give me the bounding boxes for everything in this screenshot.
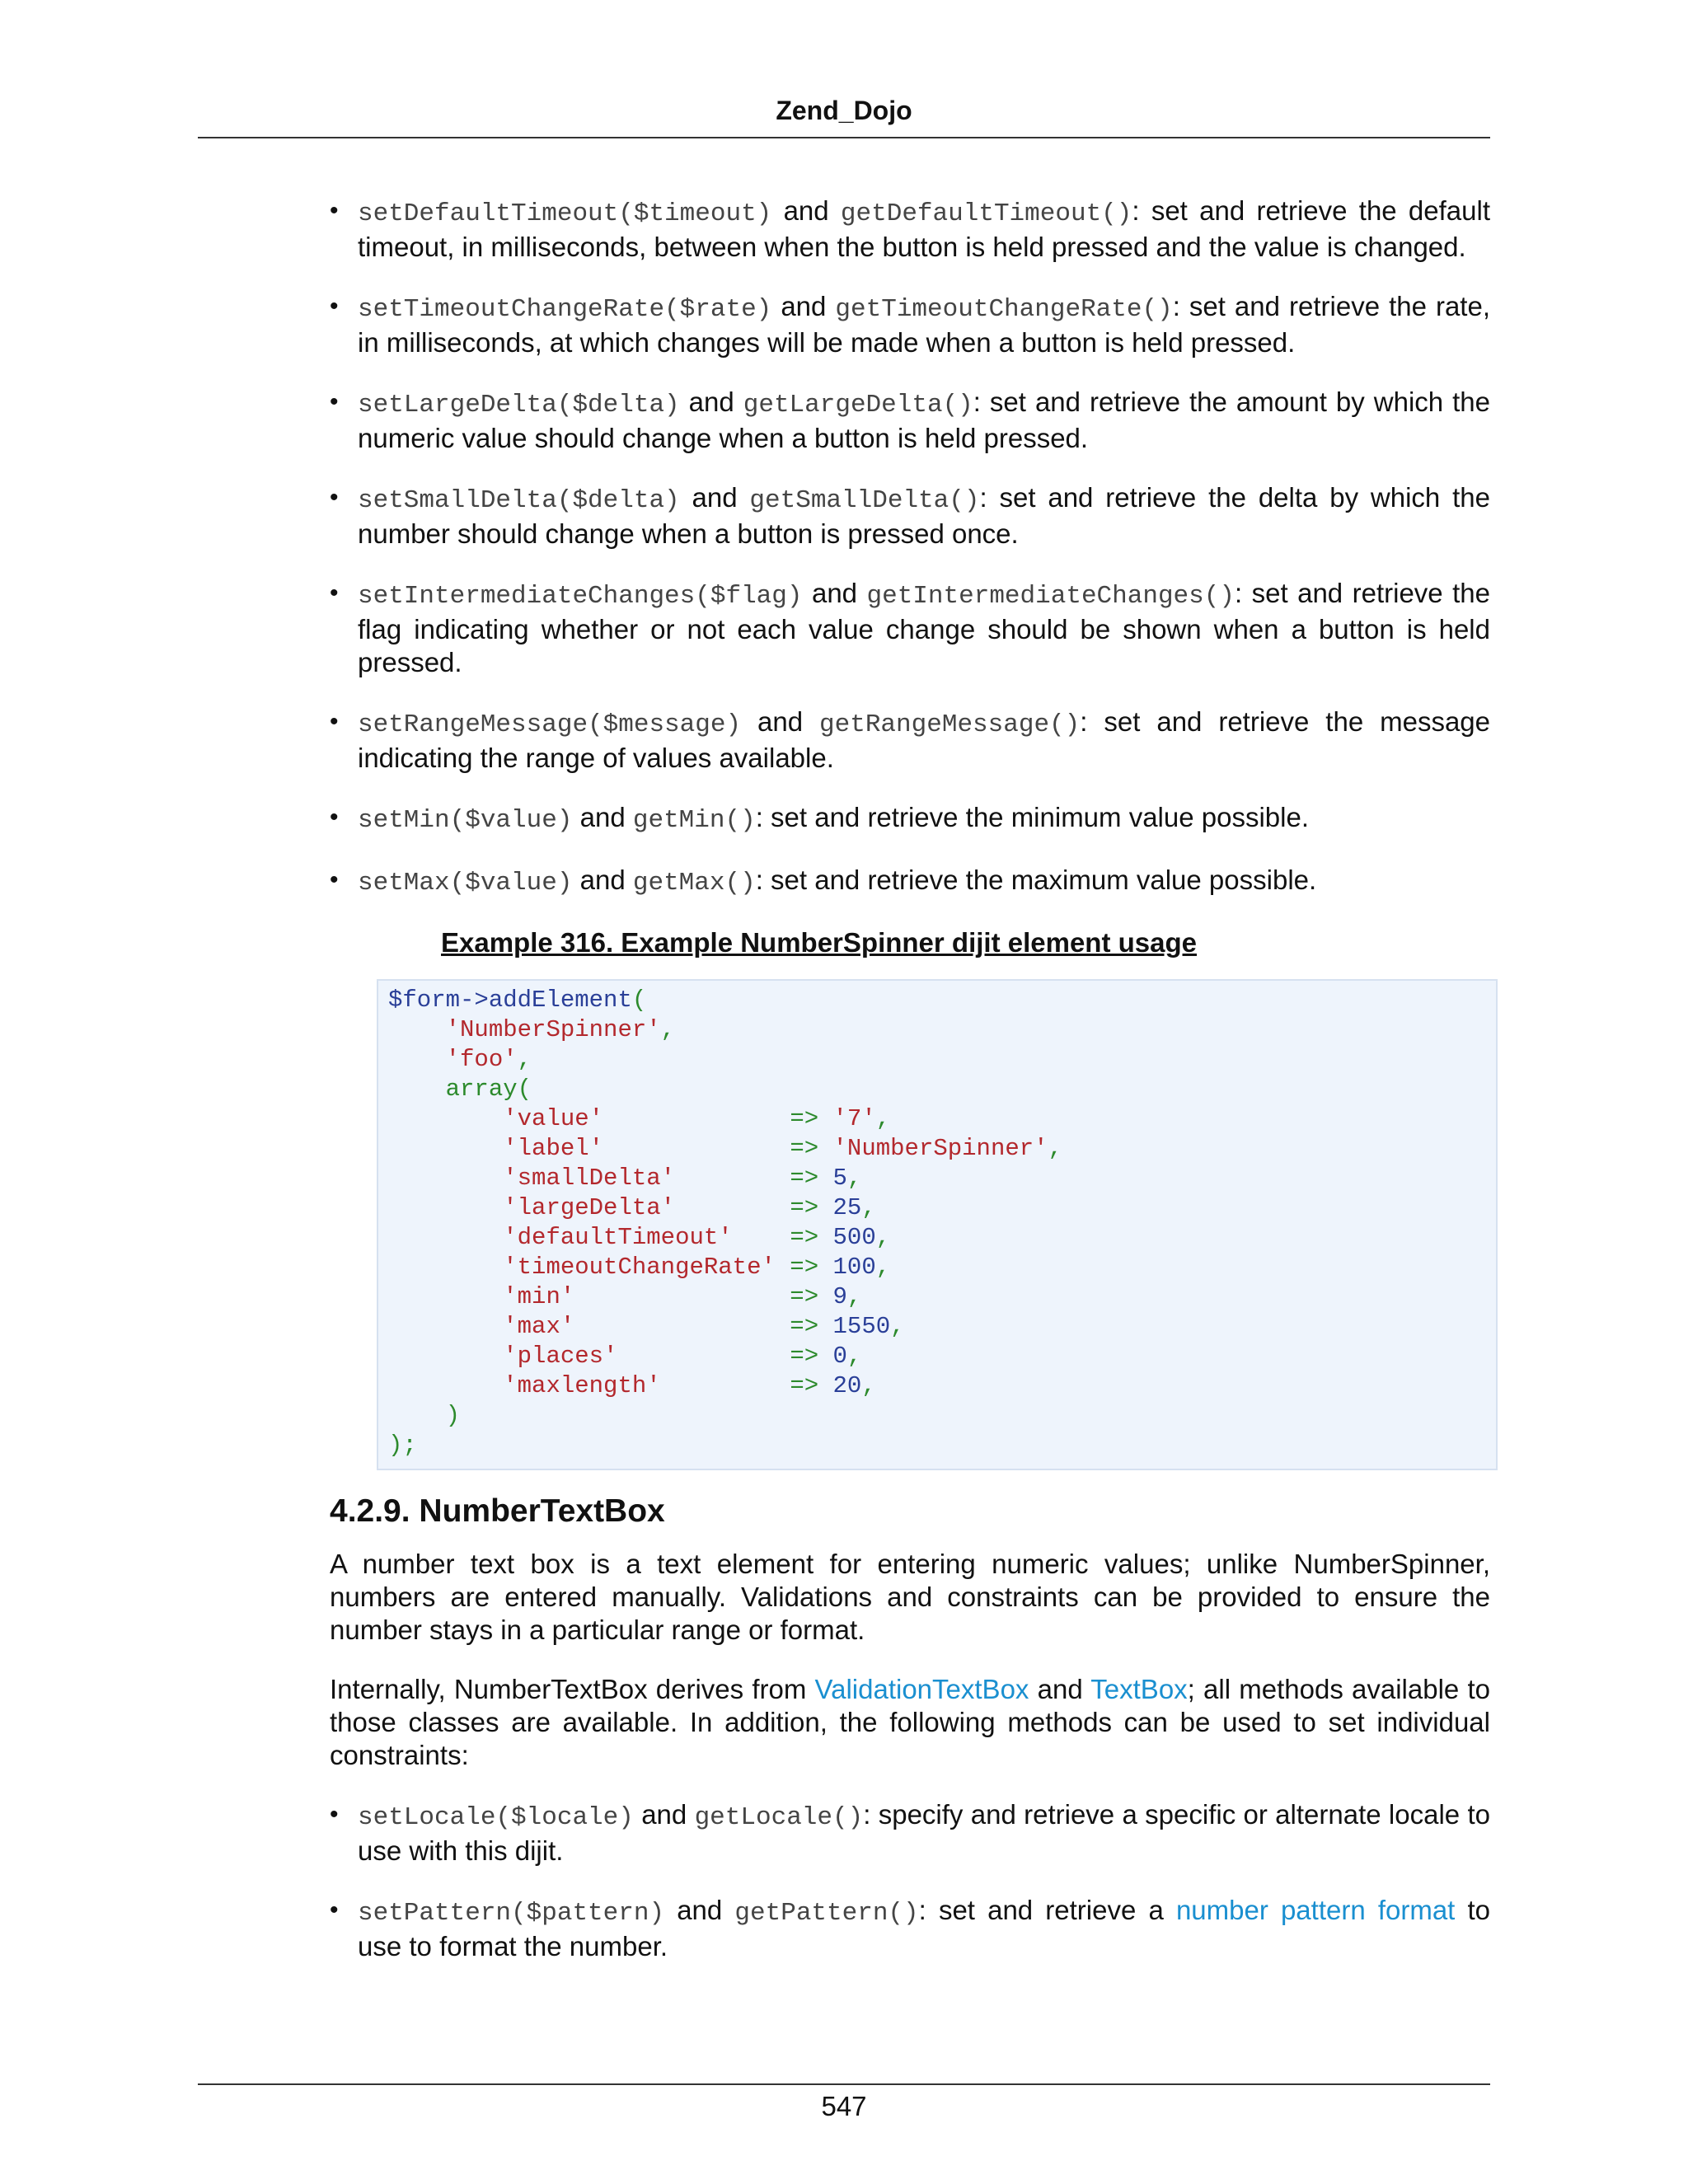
code-option-value: 100 <box>832 1254 876 1281</box>
code-option-value: 9 <box>832 1283 847 1310</box>
paragraph: A number text box is a text element for entering numeric values; unlike NumberSpinner, numbers are entered manually. Validations and constraints can be provided to ensure the number stays in a particular range or format. <box>330 1549 1490 1645</box>
code-variable: $form <box>388 987 461 1014</box>
method-description: : set and retrieve the rate, in milliseconds, at which changes will be made when a button is held pressed. <box>358 291 1491 358</box>
conjunction: and <box>688 387 734 417</box>
method-setter: setMax($value) <box>358 869 573 898</box>
conjunction: and <box>677 1895 723 1925</box>
code-option-key: 'defaultTimeout' <box>503 1224 733 1251</box>
code-option-key: 'largeDelta' <box>503 1194 676 1221</box>
method-setter: setDefaultTimeout($timeout) <box>358 199 772 228</box>
code-arrow: => <box>790 1194 819 1221</box>
method-description: : set and retrieve the delta by which the number should change when a button is pressed once. <box>358 482 1490 549</box>
running-header: Zend_Dojo <box>776 96 912 125</box>
code-arrow: => <box>790 1313 819 1340</box>
code-option-value: 'NumberSpinner' <box>832 1135 1048 1162</box>
bullet-icon: • <box>330 293 339 320</box>
method-setter: setRangeMessage($message) <box>358 710 742 739</box>
code-string: 'NumberSpinner' <box>445 1016 661 1043</box>
code-option-value: 25 <box>832 1194 862 1221</box>
code-option-key: 'smallDelta' <box>503 1165 676 1192</box>
textbox-methods-list <box>330 1798 1490 1963</box>
footer-divider <box>198 2083 1490 2085</box>
bullet-icon: • <box>330 804 339 831</box>
page-content <box>330 194 1490 1990</box>
list-item <box>330 290 1490 359</box>
method-setter: setMin($value) <box>358 806 573 835</box>
method-getter: getRangeMessage() <box>819 710 1081 739</box>
method-setter: setLocale($locale) <box>358 1803 634 1832</box>
example-title: Example 316. Example NumberSpinner dijit element usage <box>441 927 1197 958</box>
code-method: addElement <box>488 987 632 1014</box>
method-description: : set and retrieve the maximum value possible. <box>755 865 1317 895</box>
validationtextbox-link[interactable]: ValidationTextBox <box>814 1674 1029 1704</box>
list-item <box>330 1798 1490 1868</box>
list-item <box>330 577 1490 679</box>
bullet-icon: • <box>330 197 339 224</box>
text-run: ; all methods available to those classes are available. In addition, the following methods can be used to set individual constraints: <box>330 1674 1490 1770</box>
list-item <box>330 386 1490 455</box>
conjunction: and <box>783 195 829 226</box>
code-arrow: => <box>790 1224 819 1251</box>
paragraph <box>330 1673 1490 1772</box>
list-item <box>330 864 1490 900</box>
method-description: : set and retrieve a <box>918 1895 1176 1925</box>
method-description: : set and retrieve the message indicating the range of values available. <box>358 706 1491 773</box>
code-option-key: 'places' <box>503 1343 618 1370</box>
method-getter: getPattern() <box>734 1899 919 1928</box>
method-description: : set and retrieve the minimum value possible. <box>755 802 1309 832</box>
code-paren: ) <box>445 1402 461 1429</box>
conjunction: and <box>641 1799 687 1830</box>
bullet-icon: • <box>330 388 339 415</box>
bullet-icon: • <box>330 579 339 607</box>
conjunction: and <box>811 578 858 608</box>
method-description: : set and retrieve the flag indicating whether or not each value change should be shown when a button is held pressed. <box>358 578 1490 677</box>
code-option-key: 'max' <box>503 1313 575 1340</box>
list-item <box>330 481 1490 551</box>
number-pattern-format-link[interactable]: number pattern format <box>1175 1895 1456 1925</box>
method-getter: getMax() <box>632 869 756 898</box>
method-getter: getTimeoutChangeRate() <box>835 295 1173 324</box>
conjunction: and <box>781 291 827 321</box>
method-description: to use to format the number. <box>358 1895 1490 1961</box>
code-options: 'value' => '7', 'label' => 'NumberSpinner', 'smallDelta' => 5, 'largeDelta' => 25, 'defaultTimeout' => 500, 'timeoutChangeRate' => 100, 'min' => 9, 'max' => 1550, 'places' => 0, 'maxlength' => 20, <box>503 1105 1062 1399</box>
section-heading: 4.2.9. NumberTextBox <box>330 1493 665 1529</box>
method-getter: getIntermediateChanges() <box>866 582 1235 611</box>
code-paren: ( <box>631 987 647 1014</box>
bullet-icon: • <box>330 1801 339 1828</box>
bullet-icon: • <box>330 708 339 735</box>
list-item <box>330 705 1490 775</box>
list-item <box>330 1894 1490 1963</box>
code-string: 'foo' <box>445 1046 518 1073</box>
method-description: : specify and retrieve a specific or alternate locale to use with this dijit. <box>358 1799 1490 1866</box>
code-arrow: => <box>790 1254 819 1281</box>
conjunction: and <box>757 706 804 737</box>
conjunction: and <box>579 802 626 832</box>
code-option-value: 20 <box>832 1372 862 1399</box>
code-arrow: => <box>790 1105 819 1132</box>
code-arrow: => <box>790 1135 819 1162</box>
code-option-key: 'value' <box>503 1105 604 1132</box>
method-setter: setTimeoutChangeRate($rate) <box>358 295 772 324</box>
code-arrow: => <box>790 1343 819 1370</box>
method-setter: setLargeDelta($delta) <box>358 391 680 419</box>
method-setter: setPattern($pattern) <box>358 1899 665 1928</box>
list-item <box>330 801 1490 837</box>
textbox-link[interactable]: TextBox <box>1090 1674 1188 1704</box>
spinner-methods-list <box>330 194 1490 900</box>
code-option-value: 500 <box>832 1224 876 1251</box>
code-option-key: 'label' <box>503 1135 604 1162</box>
code-operator: -> <box>460 987 489 1014</box>
bullet-icon: • <box>330 484 339 511</box>
code-example: $form->addElement( 'NumberSpinner', 'foo', array( 'value' => '7', 'label' => 'NumberSpinner', 'smallDelta' => 5, 'largeDelta' => 25, 'defaultTimeout' => 500, 'timeoutChangeRate' => 100, 'min' => 9, 'max' => 1550, 'places' => 0, 'maxlength' => 20, ) ); <box>377 979 1498 1470</box>
code-option-value: 5 <box>832 1165 847 1192</box>
code-option-key: 'maxlength' <box>503 1372 661 1399</box>
list-item <box>330 194 1490 264</box>
bullet-icon: • <box>330 1896 339 1924</box>
code-keyword: array( <box>445 1076 532 1103</box>
page-number: 547 <box>821 2091 867 2121</box>
method-description: : set and retrieve the amount by which the numeric value should change when a button is held pressed. <box>358 387 1491 453</box>
code-option-value: 1550 <box>832 1313 891 1340</box>
method-getter: getLargeDelta() <box>743 391 973 419</box>
method-getter: getLocale() <box>694 1803 864 1832</box>
code-option-value: '7' <box>832 1105 876 1132</box>
code-paren: ); <box>388 1432 417 1459</box>
method-getter: getSmallDelta() <box>749 486 980 515</box>
text-run: and <box>1029 1674 1091 1704</box>
header-divider <box>198 137 1490 138</box>
method-setter: setIntermediateChanges($flag) <box>358 582 803 611</box>
bullet-icon: • <box>330 866 339 893</box>
conjunction: and <box>692 482 738 513</box>
method-setter: setSmallDelta($delta) <box>358 486 680 515</box>
code-option-key: 'min' <box>503 1283 575 1310</box>
code-arrow: => <box>790 1372 819 1399</box>
method-description: : set and retrieve the default timeout, in milliseconds, between when the button is held pressed and the value is changed. <box>358 195 1490 262</box>
code-arrow: => <box>790 1283 819 1310</box>
text-run: Internally, NumberTextBox derives from <box>330 1674 815 1704</box>
code-option-value: 0 <box>832 1343 847 1370</box>
code-arrow: => <box>790 1165 819 1192</box>
conjunction: and <box>579 865 626 895</box>
method-getter: getMin() <box>632 806 756 835</box>
code-option-key: 'timeoutChangeRate' <box>503 1254 776 1281</box>
method-getter: getDefaultTimeout() <box>840 199 1132 228</box>
